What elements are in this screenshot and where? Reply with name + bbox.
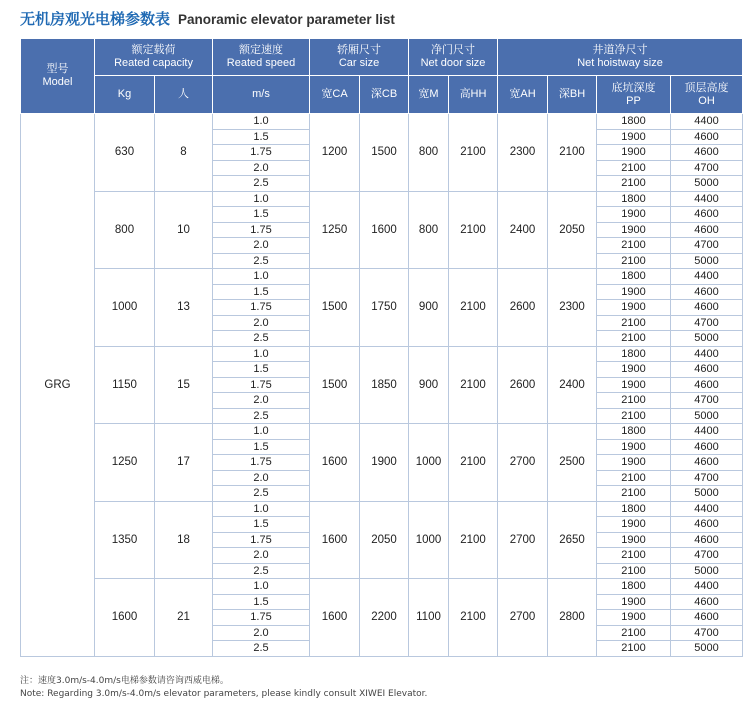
speed-cell: 2.0 (213, 238, 310, 254)
capacity-kg-cell: 1350 (95, 501, 155, 579)
header-ms: m/s (213, 76, 310, 114)
speed-cell: 2.0 (213, 470, 310, 486)
table-row (21, 424, 743, 440)
speed-cell: 1.5 (213, 439, 310, 455)
capacity-persons-cell: 8 (155, 114, 213, 192)
pit-depth-cell: 1800 (597, 501, 671, 517)
pit-depth-cell: 2100 (597, 470, 671, 486)
overhead-cell: 4400 (671, 424, 743, 440)
speed-cell: 1.75 (213, 532, 310, 548)
overhead-cell: 4600 (671, 439, 743, 455)
capacity-persons-cell: 13 (155, 269, 213, 347)
door-height-cell: 2100 (449, 114, 498, 192)
overhead-cell: 4700 (671, 315, 743, 331)
car-depth-cell: 1750 (360, 269, 409, 347)
table-row (21, 501, 743, 517)
car-width-cell: 1200 (310, 114, 360, 192)
overhead-cell: 4700 (671, 625, 743, 641)
speed-cell: 2.5 (213, 563, 310, 579)
title-chinese: 无机房观光电梯参数表 (20, 10, 171, 28)
hoistway-width-cell: 2600 (498, 346, 548, 424)
speed-cell: 1.0 (213, 191, 310, 207)
overhead-cell: 5000 (671, 563, 743, 579)
table-row (21, 346, 743, 362)
header-hoist-cn: 井道净尺寸 (592, 44, 648, 56)
overhead-cell: 4600 (671, 145, 743, 161)
overhead-cell: 5000 (671, 176, 743, 192)
car-width-cell: 1500 (310, 269, 360, 347)
pit-depth-cell: 2100 (597, 315, 671, 331)
overhead-cell: 4600 (671, 284, 743, 300)
header-car-en: Car size (338, 57, 380, 69)
table-row (21, 114, 743, 130)
pit-depth-cell: 1900 (597, 532, 671, 548)
car-depth-cell: 1900 (360, 424, 409, 502)
overhead-cell: 4600 (671, 594, 743, 610)
header-model-cn: 型号 (46, 63, 69, 75)
header-door-cn: 净门尺寸 (431, 44, 476, 56)
capacity-kg-cell: 630 (95, 114, 155, 192)
overhead-cell: 4700 (671, 548, 743, 564)
pit-depth-cell: 2100 (597, 563, 671, 579)
overhead-cell: 4600 (671, 532, 743, 548)
speed-cell: 1.75 (213, 300, 310, 316)
table-row (21, 269, 743, 285)
speed-cell: 2.5 (213, 408, 310, 424)
capacity-kg-cell: 1250 (95, 424, 155, 502)
speed-cell: 1.0 (213, 346, 310, 362)
speed-cell: 2.0 (213, 625, 310, 641)
overhead-cell: 4600 (671, 129, 743, 145)
car-width-cell: 1250 (310, 191, 360, 269)
parameter-table (20, 38, 743, 657)
speed-cell: 1.0 (213, 501, 310, 517)
header-pp (597, 76, 671, 114)
hoistway-depth-cell: 2800 (548, 579, 597, 657)
speed-cell: 1.5 (213, 362, 310, 378)
header-hh: 高HH (449, 76, 498, 114)
pit-depth-cell: 2100 (597, 176, 671, 192)
pit-depth-cell: 1800 (597, 191, 671, 207)
capacity-kg-cell: 1150 (95, 346, 155, 424)
table-row (21, 191, 743, 207)
header-door-size (409, 39, 498, 76)
header-ca: 宽CA (310, 76, 360, 114)
header-speed-en: Reated speed (226, 57, 296, 69)
overhead-cell: 5000 (671, 641, 743, 657)
door-width-cell: 1000 (409, 424, 449, 502)
header-speed-cn: 额定速度 (239, 44, 284, 56)
hoistway-depth-cell: 2300 (548, 269, 597, 347)
overhead-cell: 4700 (671, 160, 743, 176)
car-width-cell: 1500 (310, 346, 360, 424)
door-width-cell: 800 (409, 114, 449, 192)
car-width-cell: 1600 (310, 424, 360, 502)
header-hoistway-size (498, 39, 743, 76)
car-width-cell: 1600 (310, 579, 360, 657)
header-bh: 深BH (548, 76, 597, 114)
pit-depth-cell: 1900 (597, 207, 671, 223)
pit-depth-cell: 2100 (597, 160, 671, 176)
speed-cell: 2.0 (213, 315, 310, 331)
header-speed (213, 39, 310, 76)
overhead-cell: 4700 (671, 393, 743, 409)
table-body (21, 114, 743, 657)
speed-cell: 1.5 (213, 207, 310, 223)
speed-cell: 2.0 (213, 548, 310, 564)
overhead-cell: 4600 (671, 222, 743, 238)
speed-cell: 2.5 (213, 641, 310, 657)
speed-cell: 2.0 (213, 160, 310, 176)
pit-depth-cell: 2100 (597, 408, 671, 424)
hoistway-width-cell: 2700 (498, 579, 548, 657)
pit-depth-cell: 1900 (597, 362, 671, 378)
pit-depth-cell: 2100 (597, 331, 671, 347)
hoistway-depth-cell: 2500 (548, 424, 597, 502)
car-depth-cell: 1600 (360, 191, 409, 269)
header-pp-en: PP (626, 94, 641, 107)
header-model (21, 39, 95, 114)
door-height-cell: 2100 (449, 269, 498, 347)
table-row (21, 579, 743, 595)
hoistway-width-cell: 2600 (498, 269, 548, 347)
speed-cell: 1.5 (213, 284, 310, 300)
header-m: 宽M (409, 76, 449, 114)
footnote (20, 675, 427, 701)
door-height-cell: 2100 (449, 191, 498, 269)
overhead-cell: 4400 (671, 579, 743, 595)
overhead-cell: 5000 (671, 253, 743, 269)
pit-depth-cell: 1900 (597, 377, 671, 393)
pit-depth-cell: 1900 (597, 610, 671, 626)
footnote-cn: 注：速度3.0m/s-4.0m/s电梯参数请咨询西威电梯。 (20, 676, 229, 686)
header-cb: 深CB (360, 76, 409, 114)
hoistway-depth-cell: 2100 (548, 114, 597, 192)
overhead-cell: 4600 (671, 207, 743, 223)
overhead-cell: 4600 (671, 610, 743, 626)
pit-depth-cell: 2100 (597, 393, 671, 409)
pit-depth-cell: 1900 (597, 439, 671, 455)
pit-depth-cell: 1900 (597, 300, 671, 316)
speed-cell: 1.0 (213, 424, 310, 440)
header-car-cn: 轿厢尺寸 (337, 44, 382, 56)
header-oh-en: OH (698, 94, 715, 107)
overhead-cell: 5000 (671, 408, 743, 424)
pit-depth-cell: 1800 (597, 579, 671, 595)
capacity-kg-cell: 1000 (95, 269, 155, 347)
header-oh (671, 76, 743, 114)
door-width-cell: 800 (409, 191, 449, 269)
pit-depth-cell: 1800 (597, 424, 671, 440)
header-capacity (95, 39, 213, 76)
overhead-cell: 4400 (671, 114, 743, 130)
speed-cell: 2.5 (213, 253, 310, 269)
capacity-persons-cell: 15 (155, 346, 213, 424)
title-english: Panoramic elevator parameter list (178, 12, 395, 27)
overhead-cell: 4600 (671, 362, 743, 378)
speed-cell: 1.0 (213, 269, 310, 285)
page-title (20, 8, 395, 30)
speed-cell: 2.5 (213, 176, 310, 192)
footnote-en: Note: Regarding 3.0m/s-4.0m/s elevator parameters, please kindly consult XIWEI Elevator. (20, 689, 428, 699)
speed-cell: 1.5 (213, 594, 310, 610)
header-row-primary (21, 39, 743, 76)
speed-cell: 1.5 (213, 129, 310, 145)
header-door-en: Net door size (420, 57, 486, 69)
header-pp-cn: 底坑深度 (611, 81, 656, 94)
speed-cell: 1.75 (213, 222, 310, 238)
model-cell: GRG (21, 114, 95, 657)
overhead-cell: 4700 (671, 470, 743, 486)
capacity-persons-cell: 10 (155, 191, 213, 269)
car-width-cell: 1600 (310, 501, 360, 579)
door-width-cell: 900 (409, 346, 449, 424)
pit-depth-cell: 1900 (597, 594, 671, 610)
overhead-cell: 4700 (671, 238, 743, 254)
hoistway-width-cell: 2700 (498, 424, 548, 502)
pit-depth-cell: 1900 (597, 222, 671, 238)
overhead-cell: 5000 (671, 486, 743, 502)
pit-depth-cell: 1900 (597, 284, 671, 300)
speed-cell: 1.0 (213, 114, 310, 130)
speed-cell: 1.75 (213, 455, 310, 471)
capacity-kg-cell: 1600 (95, 579, 155, 657)
door-width-cell: 900 (409, 269, 449, 347)
overhead-cell: 4400 (671, 191, 743, 207)
pit-depth-cell: 1800 (597, 114, 671, 130)
speed-cell: 1.5 (213, 517, 310, 533)
pit-depth-cell: 2100 (597, 625, 671, 641)
pit-depth-cell: 2100 (597, 486, 671, 502)
capacity-persons-cell: 17 (155, 424, 213, 502)
header-capacity-en: Reated capacity (114, 57, 193, 69)
pit-depth-cell: 2100 (597, 253, 671, 269)
overhead-cell: 4600 (671, 455, 743, 471)
pit-depth-cell: 2100 (597, 548, 671, 564)
header-oh-cn: 顶层高度 (684, 81, 729, 94)
hoistway-width-cell: 2400 (498, 191, 548, 269)
hoistway-depth-cell: 2050 (548, 191, 597, 269)
door-height-cell: 2100 (449, 346, 498, 424)
header-capacity-cn: 额定载荷 (131, 44, 176, 56)
pit-depth-cell: 1900 (597, 129, 671, 145)
overhead-cell: 4600 (671, 300, 743, 316)
speed-cell: 2.5 (213, 331, 310, 347)
door-height-cell: 2100 (449, 579, 498, 657)
speed-cell: 1.75 (213, 145, 310, 161)
pit-depth-cell: 1800 (597, 269, 671, 285)
door-height-cell: 2100 (449, 501, 498, 579)
speed-cell: 1.75 (213, 377, 310, 393)
header-persons: 人 (155, 76, 213, 114)
overhead-cell: 5000 (671, 331, 743, 347)
hoistway-width-cell: 2700 (498, 501, 548, 579)
overhead-cell: 4400 (671, 269, 743, 285)
car-depth-cell: 2050 (360, 501, 409, 579)
header-hoist-en: Net hoistway size (577, 57, 663, 69)
car-depth-cell: 1850 (360, 346, 409, 424)
pit-depth-cell: 1900 (597, 517, 671, 533)
hoistway-width-cell: 2300 (498, 114, 548, 192)
header-row-secondary (21, 76, 743, 114)
pit-depth-cell: 1900 (597, 455, 671, 471)
speed-cell: 2.5 (213, 486, 310, 502)
speed-cell: 1.75 (213, 610, 310, 626)
pit-depth-cell: 1900 (597, 145, 671, 161)
pit-depth-cell: 1800 (597, 346, 671, 362)
speed-cell: 1.0 (213, 579, 310, 595)
capacity-persons-cell: 21 (155, 579, 213, 657)
overhead-cell: 4600 (671, 517, 743, 533)
overhead-cell: 4600 (671, 377, 743, 393)
overhead-cell: 4400 (671, 501, 743, 517)
overhead-cell: 4400 (671, 346, 743, 362)
capacity-kg-cell: 800 (95, 191, 155, 269)
header-kg: Kg (95, 76, 155, 114)
capacity-persons-cell: 18 (155, 501, 213, 579)
car-depth-cell: 2200 (360, 579, 409, 657)
hoistway-depth-cell: 2650 (548, 501, 597, 579)
door-width-cell: 1100 (409, 579, 449, 657)
pit-depth-cell: 2100 (597, 641, 671, 657)
pit-depth-cell: 2100 (597, 238, 671, 254)
header-car-size (310, 39, 409, 76)
header-model-en: Model (42, 76, 73, 88)
hoistway-depth-cell: 2400 (548, 346, 597, 424)
speed-cell: 2.0 (213, 393, 310, 409)
door-width-cell: 1000 (409, 501, 449, 579)
car-depth-cell: 1500 (360, 114, 409, 192)
door-height-cell: 2100 (449, 424, 498, 502)
header-ah: 宽AH (498, 76, 548, 114)
